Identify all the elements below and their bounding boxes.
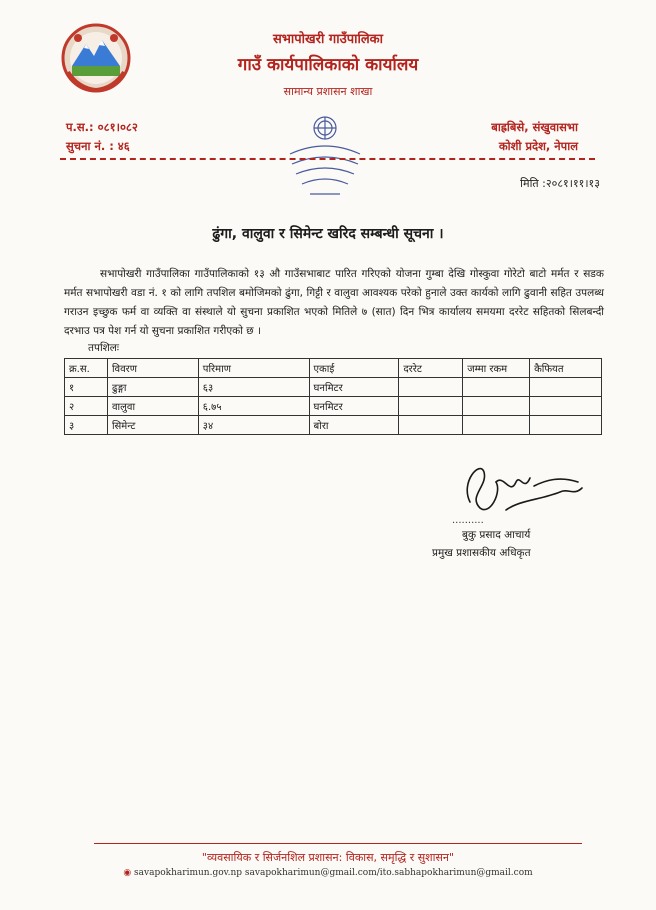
cell-description: ढुङ्गा bbox=[107, 378, 198, 397]
reference-number: प.स.: ०८१।०८२ bbox=[66, 120, 138, 134]
handwritten-signature bbox=[450, 452, 590, 524]
cell-rate bbox=[399, 397, 463, 416]
cell-serial: २ bbox=[65, 397, 108, 416]
cell-total-amount bbox=[463, 378, 530, 397]
header-remarks: कैफियत bbox=[530, 359, 602, 378]
cell-rate bbox=[399, 416, 463, 435]
items-table bbox=[64, 358, 602, 435]
cell-serial: ३ bbox=[65, 416, 108, 435]
cell-description: सिमेन्ट bbox=[107, 416, 198, 435]
cell-quantity: ३४ bbox=[198, 416, 309, 435]
cell-description: वालुवा bbox=[107, 397, 198, 416]
header-unit: एकाई bbox=[309, 359, 399, 378]
footer-divider bbox=[94, 843, 582, 844]
footer-contact-text: savapokharimun.gov.np savapokharimun@gmail.com/ito.sabhapokharimun@gmail.com bbox=[134, 868, 533, 878]
office-province: कोशी प्रदेश, नेपाल bbox=[498, 139, 578, 153]
signatory-name: बुकु प्रसाद आचार्य bbox=[462, 529, 531, 541]
table-header-row bbox=[65, 359, 602, 378]
globe-icon: ◉ bbox=[123, 868, 132, 878]
table-row bbox=[65, 378, 602, 397]
table-row bbox=[65, 397, 602, 416]
cell-quantity: ६.७५ bbox=[198, 397, 309, 416]
notice-body-text: सभापोखरी गाउँपालिका गाउँपालिकाको १३ औ गाउँसभाबाट पारित गरिएको योजना गुम्बा देखि गोस्कुवा गोरेटो बाटो मर्मत र सडक मर्मत सभापोखरी वडा नं. १ को लागि तपशिल बमोजिमको ढुंगा, गिट्टी र वालुवा आवश्यक परेको हुनाले उक्त कार्यको लागि ढुवानी सहित उपलब्ध गराउन इच्छुक फर्म वा व्यक्ति वा संस्थाले यो सुचना प्रकाशित भएको मितिले ७ (सात) दिन भित्र कार्यालय समयमा दररेट सहितको सिलबन्दी दरभाउ पत्र पेश गर्न यो सुचना प्रकाशित गरीएको छ । bbox=[64, 268, 604, 337]
notice-date: मिति :२०८१।११।१३ bbox=[520, 177, 600, 190]
cell-unit: घनमिटर bbox=[309, 397, 399, 416]
header-description: विवरण bbox=[107, 359, 198, 378]
cell-remarks bbox=[530, 416, 602, 435]
header-divider bbox=[60, 158, 595, 160]
table-row bbox=[65, 416, 602, 435]
signature-line: .......... bbox=[452, 515, 484, 526]
footer-motto: "व्यवसायिक र सिर्जनशिल प्रशासन: विकास, समृद्धि र सुशासन" bbox=[201, 851, 455, 864]
notice-body bbox=[64, 265, 604, 341]
cell-remarks bbox=[530, 378, 602, 397]
cell-total-amount bbox=[463, 416, 530, 435]
cell-unit: घनमिटर bbox=[309, 378, 399, 397]
cell-serial: १ bbox=[65, 378, 108, 397]
notice-subject: ढुंगा, वालुवा र सिमेन्ट खरिद सम्बन्धी सूचना । bbox=[212, 226, 444, 242]
section-name: सामान्य प्रशासन शाखा bbox=[283, 85, 373, 98]
cell-total-amount bbox=[463, 397, 530, 416]
cell-unit: बोरा bbox=[309, 416, 399, 435]
header-total-amount: जम्मा रकम bbox=[463, 359, 530, 378]
header-quantity: परिमाण bbox=[198, 359, 309, 378]
notice-number: सुचना नं. : ४६ bbox=[66, 139, 130, 153]
signatory-title: प्रमुख प्रशासकीय अधिकृत bbox=[432, 547, 531, 559]
cell-rate bbox=[399, 378, 463, 397]
footer-contact bbox=[0, 868, 656, 878]
municipality-name: सभापोखरी गाउँपालिका bbox=[273, 32, 383, 47]
header-rate: दररेट bbox=[399, 359, 463, 378]
cell-quantity: ६३ bbox=[198, 378, 309, 397]
table-label: तपशिलः bbox=[88, 342, 120, 354]
office-name: गाउँ कार्यपालिकाको कार्यालय bbox=[237, 55, 419, 75]
cell-remarks bbox=[530, 397, 602, 416]
office-address: बाह्रबिसे, संखुवासभा bbox=[491, 120, 578, 134]
header-serial: क्र.स. bbox=[65, 359, 108, 378]
